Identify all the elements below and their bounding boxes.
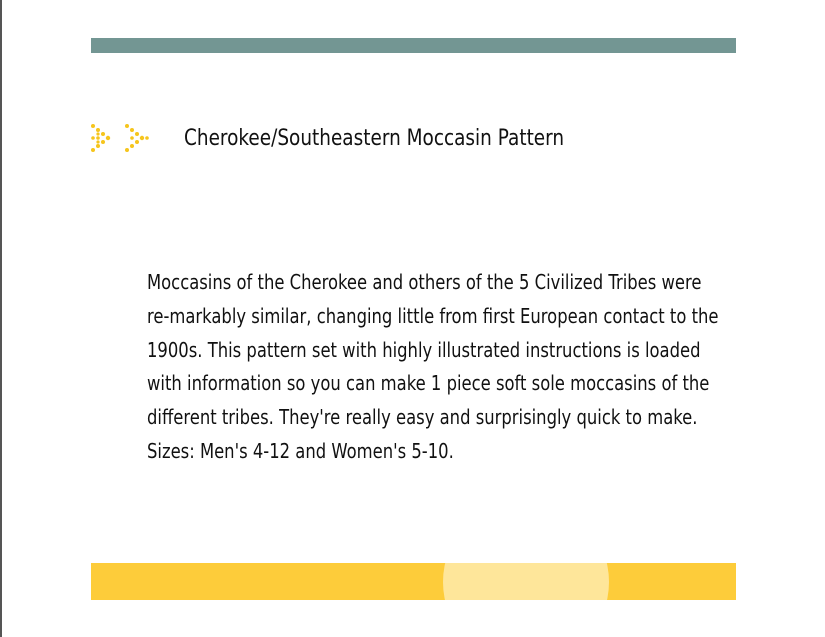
bottom-decorative-circle xyxy=(443,563,609,600)
bottom-accent-bar xyxy=(91,563,736,600)
top-accent-bar xyxy=(91,38,736,53)
window-left-edge xyxy=(0,0,2,637)
title-row xyxy=(89,118,648,158)
slide-body-text: Moccasins of the Cherokee and others of the 5 Civilized Tribes were re-markably similar, changing little from first European contact to the 1900s. This pattern set with highly illustrated instructions is loaded with information so you can make 1 piece soft sole moccasins of the different tribes. They're really easy and surprisingly quick to make. Sizes: Men's 4-12 and Women's 5-10. xyxy=(147,270,719,463)
dotted-double-arrow-icon xyxy=(89,120,153,156)
slide-title: Cherokee/Southeastern Moccasin Pattern xyxy=(184,125,565,151)
